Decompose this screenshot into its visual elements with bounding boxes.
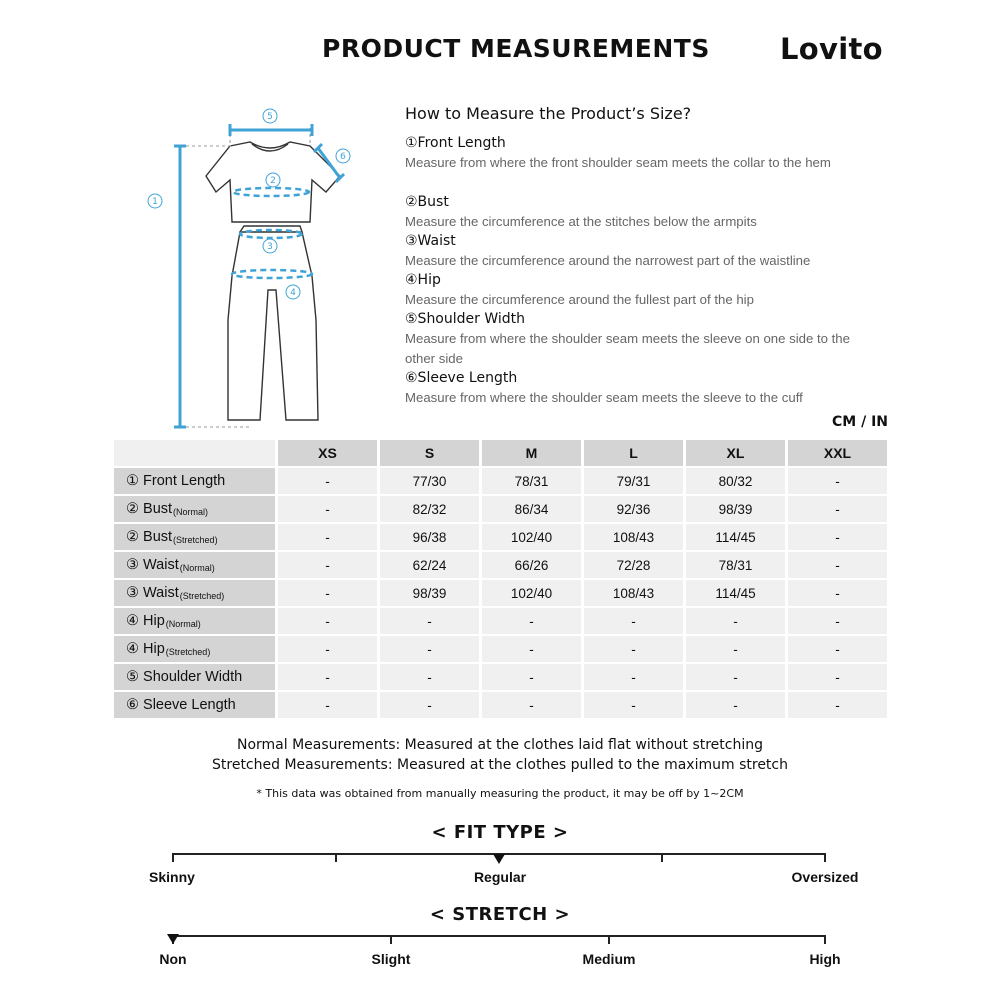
fit-label-oversized: Oversized <box>791 869 859 885</box>
table-cell: - <box>278 664 377 690</box>
measure-lines <box>174 124 344 427</box>
row-label-qualifier: (Stretched) <box>165 647 211 657</box>
row-label-qualifier: (Normal) <box>173 507 209 517</box>
table-cell: 96/38 <box>380 524 479 550</box>
table-cell: - <box>584 664 683 690</box>
footnote: * This data was obtained from manually measuring the product, it may be off by 1~2CM <box>256 787 744 800</box>
table-cell: - <box>584 636 683 662</box>
fit-tick <box>661 853 663 862</box>
table-cell: - <box>686 664 785 690</box>
table-row <box>114 580 888 606</box>
howto-item-sleeve-length: ⑥Sleeve Length Measure from where the shoulder seam meets the sleeve to the cuff <box>405 370 803 405</box>
table-row <box>114 524 888 550</box>
table-cell: 86/34 <box>482 496 581 522</box>
table-cell: - <box>686 692 785 718</box>
row-label <box>114 636 275 662</box>
table-cell: - <box>482 692 581 718</box>
stretch-tick <box>172 935 174 944</box>
table-cell: - <box>278 580 377 606</box>
stretch-tick <box>390 935 392 944</box>
stretch-tick <box>824 935 826 944</box>
garment-diagram <box>140 100 380 440</box>
table-cell: - <box>788 664 887 690</box>
svg-text:5: 5 <box>267 112 273 122</box>
row-label <box>114 664 275 690</box>
svg-text:2: 2 <box>270 176 276 186</box>
stretch-title: < STRETCH > <box>429 904 571 925</box>
table-cell: - <box>584 608 683 634</box>
size-header: XL <box>686 440 785 466</box>
table-cell: - <box>788 468 887 494</box>
fit-selected-marker <box>493 854 505 864</box>
fit-tick <box>335 853 337 862</box>
size-header: XS <box>278 440 377 466</box>
stretch-label-high: High <box>809 951 841 967</box>
svg-text:6: 6 <box>340 152 346 162</box>
table-row <box>114 608 888 634</box>
table-cell: - <box>788 524 887 550</box>
svg-text:1: 1 <box>152 197 158 207</box>
table-cell: 98/39 <box>686 496 785 522</box>
row-label-text: ③ Waist <box>126 585 179 601</box>
table-cell: 102/40 <box>482 580 581 606</box>
svg-text:4: 4 <box>290 288 296 298</box>
stretched-note: Stretched Measurements: Measured at the clothes pulled to the maximum stretch <box>212 757 788 773</box>
table-cell: - <box>482 636 581 662</box>
table-cell: - <box>788 692 887 718</box>
jumpsuit-illustration <box>140 100 380 440</box>
fit-scale-line <box>172 853 826 855</box>
normal-note: Normal Measurements: Measured at the clothes laid flat without stretching <box>237 737 763 753</box>
howto-item-waist: ③Waist Measure the circumference around the narrowest part of the waistline <box>405 233 811 268</box>
row-label-qualifier: (Normal) <box>179 563 215 573</box>
table-cell: 108/43 <box>584 524 683 550</box>
table-cell: 78/31 <box>686 552 785 578</box>
table-cell: - <box>380 664 479 690</box>
table-row <box>114 664 888 690</box>
unit-label: CM / IN <box>832 414 888 430</box>
row-label <box>114 552 275 578</box>
marker-circles <box>148 109 350 299</box>
fit-type-title: < FIT TYPE > <box>431 822 569 843</box>
row-label-text: ④ Hip <box>126 641 165 657</box>
table-cell: - <box>788 552 887 578</box>
table-cell: - <box>482 664 581 690</box>
table-cell: - <box>584 692 683 718</box>
girth-dashes <box>232 188 312 278</box>
table-cell: - <box>380 692 479 718</box>
row-label-text: ⑥ Sleeve Length <box>126 697 236 713</box>
fit-label-skinny: Skinny <box>149 869 195 885</box>
table-header-row <box>114 440 888 466</box>
table-row <box>114 496 888 522</box>
table-cell: - <box>482 608 581 634</box>
table-cell: 82/32 <box>380 496 479 522</box>
table-cell: - <box>278 524 377 550</box>
table-cell: - <box>380 636 479 662</box>
table-body <box>114 468 888 718</box>
size-table <box>114 440 888 720</box>
row-label <box>114 468 275 494</box>
stretch-label-slight: Slight <box>371 951 411 967</box>
size-header: M <box>482 440 581 466</box>
table-cell: - <box>788 580 887 606</box>
table-cell: - <box>686 636 785 662</box>
table-row <box>114 468 888 494</box>
table-cell: 114/45 <box>686 580 785 606</box>
row-label <box>114 524 275 550</box>
table-cell: 114/45 <box>686 524 785 550</box>
fit-tick <box>172 853 174 862</box>
table-cell: - <box>278 608 377 634</box>
howto-item-shoulder-width: ⑤Shoulder Width Measure from where the shoulder seam meets the sleeve on one side to the other side <box>405 311 850 366</box>
fit-label-regular: Regular <box>473 869 527 885</box>
stretch-tick <box>608 935 610 944</box>
howto-item-hip: ④Hip Measure the circumference around the fullest part of the hip <box>405 272 754 307</box>
brand-logo: Lovito <box>780 32 883 66</box>
table-cell: - <box>278 692 377 718</box>
row-label-qualifier: (Normal) <box>165 619 201 629</box>
table-cell: 79/31 <box>584 468 683 494</box>
fit-tick <box>824 853 826 862</box>
row-label <box>114 580 275 606</box>
table-row <box>114 552 888 578</box>
row-label-qualifier: (Stretched) <box>173 535 218 545</box>
row-label-text: ③ Waist <box>126 557 179 573</box>
table-cell: 62/24 <box>380 552 479 578</box>
stretch-scale-line <box>172 935 826 937</box>
table-cell: - <box>278 636 377 662</box>
howto-title: How to Measure the Product’s Size? <box>405 104 692 123</box>
table-row <box>114 692 888 718</box>
table-cell: - <box>278 552 377 578</box>
table-cell: - <box>686 608 785 634</box>
row-label <box>114 608 275 634</box>
stretch-selected-marker <box>167 934 179 944</box>
row-label-text: ② Bust <box>126 501 173 517</box>
stretch-label-non: Non <box>159 951 187 967</box>
howto-item-bust: ②Bust Measure the circumference at the stitches below the armpits <box>405 194 757 229</box>
table-cell: 78/31 <box>482 468 581 494</box>
table-corner <box>114 440 275 466</box>
table-cell: 77/30 <box>380 468 479 494</box>
size-header: L <box>584 440 683 466</box>
row-label <box>114 496 275 522</box>
row-label-text: ① Front Length <box>126 473 226 489</box>
table-cell: - <box>788 636 887 662</box>
table-cell: 92/36 <box>584 496 683 522</box>
row-label <box>114 692 275 718</box>
size-header: XXL <box>788 440 887 466</box>
table-cell: - <box>278 496 377 522</box>
table-cell: 72/28 <box>584 552 683 578</box>
row-label-text: ⑤ Shoulder Width <box>126 669 243 685</box>
fit-tick <box>498 853 500 862</box>
row-label-qualifier: (Stretched) <box>179 591 225 601</box>
stretch-label-medium: Medium <box>582 951 636 967</box>
size-header: S <box>380 440 479 466</box>
table-row <box>114 636 888 662</box>
table-cell: 80/32 <box>686 468 785 494</box>
svg-text:3: 3 <box>267 242 273 252</box>
table-cell: 66/26 <box>482 552 581 578</box>
table-cell: - <box>278 468 377 494</box>
table-cell: - <box>788 608 887 634</box>
table-cell: - <box>788 496 887 522</box>
table-cell: 108/43 <box>584 580 683 606</box>
table-cell: 98/39 <box>380 580 479 606</box>
table-cell: - <box>380 608 479 634</box>
howto-item-front-length: ①Front Length Measure from where the front shoulder seam meets the collar to the hem <box>405 135 831 170</box>
row-label-text: ④ Hip <box>126 613 165 629</box>
row-label-text: ② Bust <box>126 529 173 545</box>
table-cell: 102/40 <box>482 524 581 550</box>
